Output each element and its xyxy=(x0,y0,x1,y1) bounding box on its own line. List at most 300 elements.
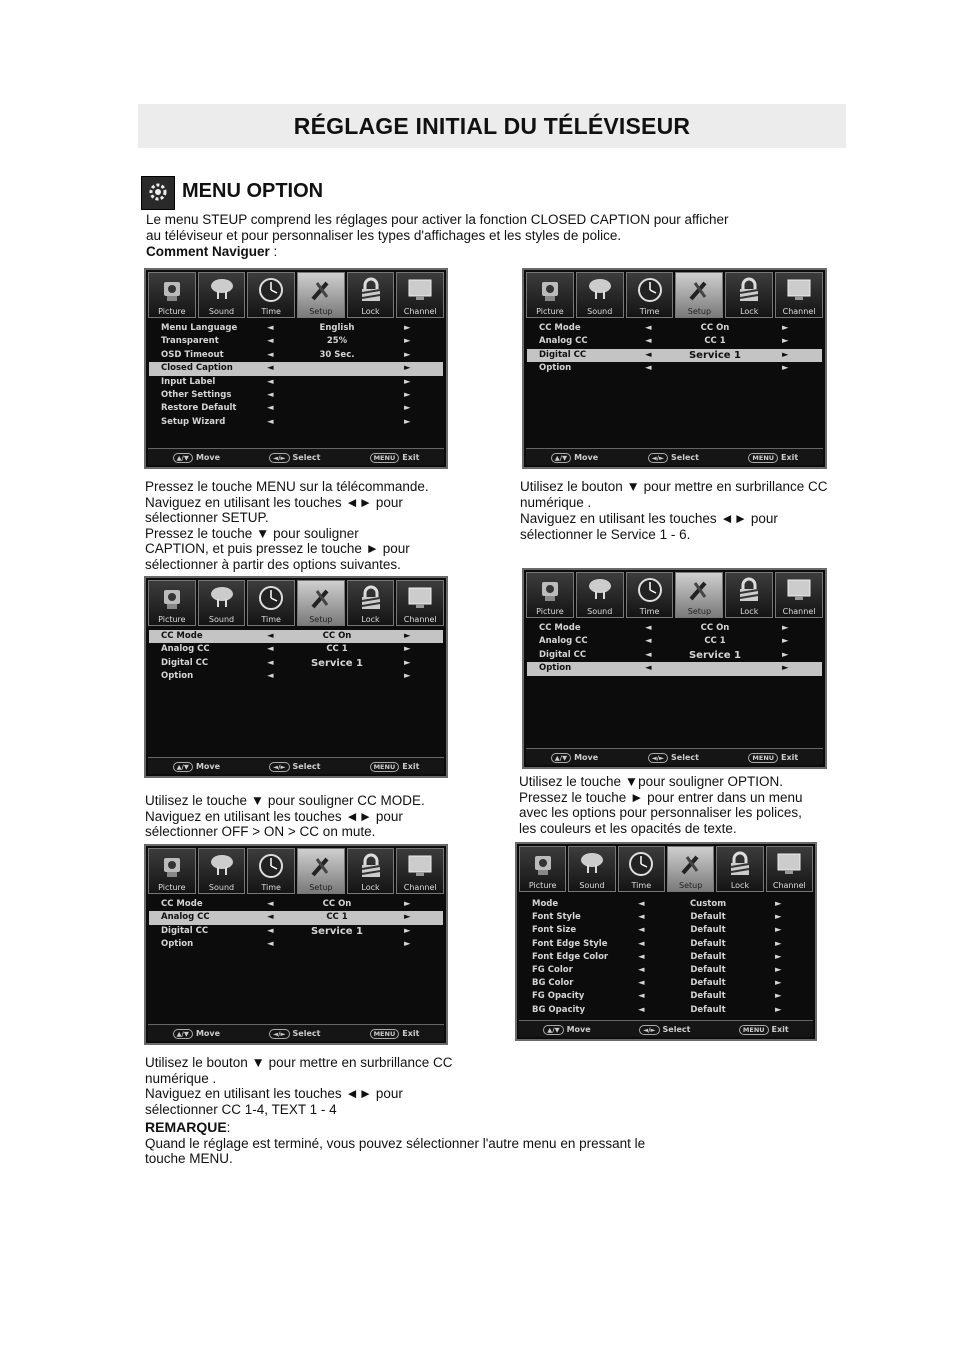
menu-row[interactable] xyxy=(149,416,443,429)
exit-hint xyxy=(370,762,420,771)
caption-5-line: numérique . xyxy=(145,1070,217,1086)
menu-row-label: BG Color xyxy=(532,978,574,989)
menu-row-label: Analog CC xyxy=(161,644,210,655)
right-arrow-icon[interactable]: ► xyxy=(775,951,782,962)
left-arrow-icon[interactable]: ◄ xyxy=(638,912,645,923)
menu-row-value: Default xyxy=(690,925,726,936)
osd-tab-bar xyxy=(519,846,813,892)
tab-picture[interactable] xyxy=(148,580,196,626)
menu-row[interactable] xyxy=(149,898,443,911)
menu-row[interactable] xyxy=(149,389,443,402)
tab-channel[interactable] xyxy=(766,846,813,892)
right-arrow-icon[interactable]: ► xyxy=(404,644,411,655)
menu-row[interactable] xyxy=(527,649,822,662)
left-arrow-icon[interactable]: ◄ xyxy=(267,416,274,427)
picture-icon xyxy=(535,576,565,604)
tab-label: Sound xyxy=(208,307,235,316)
right-arrow-icon[interactable]: ► xyxy=(782,323,789,333)
right-arrow-icon[interactable]: ► xyxy=(404,899,411,909)
right-arrow-icon[interactable]: ► xyxy=(775,964,782,975)
left-arrow-icon[interactable]: ◄ xyxy=(645,623,652,633)
left-arrow-icon[interactable]: ◄ xyxy=(267,925,274,936)
right-arrow-icon[interactable]: ► xyxy=(404,912,411,923)
menu-row[interactable] xyxy=(520,911,812,924)
exit-hint xyxy=(748,453,798,462)
caption-5-line: Utilisez le bouton ▼ pour mettre en surbrillance CC xyxy=(145,1055,453,1070)
caption-4-line: les couleurs et les opacités de texte. xyxy=(519,820,737,836)
menu-row-value: Service 1 xyxy=(688,649,741,661)
right-arrow-icon[interactable]: ► xyxy=(404,336,411,347)
menu-row-label: Mode xyxy=(532,899,559,909)
sound-icon xyxy=(207,852,237,880)
sound-icon xyxy=(585,576,615,604)
caption-3-line: sélectionner OFF > ON > CC on mute. xyxy=(145,824,376,840)
menu-row[interactable] xyxy=(149,643,443,656)
select-label: Select xyxy=(292,761,321,771)
menu-row-label: Digital CC xyxy=(539,349,587,360)
osd-screen-digital-cc xyxy=(522,268,827,469)
menu-key-icon: MENU xyxy=(370,762,400,772)
note-heading: REMARQUE: xyxy=(145,1119,231,1135)
picture-icon xyxy=(157,584,187,612)
exit-hint xyxy=(748,753,798,762)
menu-row[interactable] xyxy=(527,322,822,335)
tab-label: Sound xyxy=(208,615,235,624)
menu-row[interactable] xyxy=(527,335,822,348)
tab-label: Picture xyxy=(158,307,186,316)
menu-row-label: Closed Caption xyxy=(161,363,233,374)
move-hint xyxy=(543,1025,590,1034)
right-arrow-icon[interactable]: ► xyxy=(775,978,782,989)
tab-label: Picture xyxy=(536,607,564,616)
menu-row-value: Default xyxy=(690,978,726,989)
lock-icon xyxy=(734,576,764,604)
left-arrow-icon[interactable]: ◄ xyxy=(267,899,274,909)
note-line-2: touche MENU. xyxy=(145,1151,233,1167)
menu-row-label: Font Size xyxy=(532,925,577,936)
left-arrow-icon[interactable]: ◄ xyxy=(645,663,652,674)
left-arrow-icon[interactable]: ◄ xyxy=(645,349,652,360)
note-heading-text: REMARQUE xyxy=(145,1119,227,1135)
right-arrow-icon[interactable]: ► xyxy=(404,376,411,387)
menu-row-value: Default xyxy=(690,991,726,1002)
menu-row[interactable] xyxy=(520,924,812,937)
menu-row[interactable] xyxy=(149,938,443,951)
tab-label: Setup xyxy=(309,883,333,892)
menu-row-value: Service 1 xyxy=(310,925,363,937)
menu-row-label: Font Edge Style xyxy=(532,938,608,949)
left-arrow-icon[interactable]: ◄ xyxy=(267,323,274,333)
menu-row-label: Other Settings xyxy=(161,389,232,400)
caption-4 xyxy=(519,774,803,836)
right-arrow-icon[interactable]: ► xyxy=(775,938,782,949)
menu-row[interactable] xyxy=(520,898,812,911)
select-label: Select xyxy=(671,452,699,462)
title-banner xyxy=(138,104,846,148)
move-label: Move xyxy=(195,761,221,771)
menu-row[interactable] xyxy=(520,1004,812,1017)
lock-icon xyxy=(356,276,386,304)
menu-row[interactable] xyxy=(149,376,443,389)
channel-icon xyxy=(784,276,814,304)
tab-label: Picture xyxy=(158,615,186,624)
menu-row-value: CC 1 xyxy=(326,644,348,655)
right-arrow-icon[interactable]: ► xyxy=(404,657,411,668)
tab-channel[interactable] xyxy=(775,272,823,318)
picture-icon xyxy=(157,276,187,304)
tab-channel[interactable] xyxy=(775,572,823,618)
tab-label: Lock xyxy=(361,615,380,624)
left-arrow-icon[interactable]: ◄ xyxy=(267,376,274,387)
menu-row[interactable] xyxy=(520,951,812,964)
tab-label: Picture xyxy=(158,883,186,892)
caption-2 xyxy=(520,479,828,542)
menu-row-label: Option xyxy=(539,663,572,674)
left-arrow-icon[interactable]: ◄ xyxy=(267,671,274,682)
note-block xyxy=(145,1120,645,1167)
tab-label: Setup xyxy=(687,307,712,316)
select-hint xyxy=(648,453,699,462)
right-arrow-icon[interactable]: ► xyxy=(782,663,789,674)
menu-row[interactable] xyxy=(527,349,822,362)
channel-icon xyxy=(405,852,435,880)
caption-2-line: Utilisez le bouton ▼ pour mettre en surbrillance CC xyxy=(520,479,828,494)
channel-icon xyxy=(405,276,435,304)
left-arrow-icon[interactable]: ◄ xyxy=(638,951,645,962)
tab-sound[interactable] xyxy=(576,272,624,318)
select-label: Select xyxy=(292,1028,321,1038)
right-arrow-icon[interactable]: ► xyxy=(782,349,789,360)
tab-label: Setup xyxy=(309,307,333,316)
osd-menu-list xyxy=(520,898,812,1017)
tab-setup[interactable] xyxy=(667,846,714,892)
menu-row[interactable] xyxy=(520,964,812,977)
exit-hint xyxy=(370,1029,420,1038)
caption-1 xyxy=(145,479,429,573)
move-hint xyxy=(173,453,220,462)
tab-channel[interactable] xyxy=(396,272,444,318)
tab-sound[interactable] xyxy=(198,580,246,626)
left-arrow-icon[interactable]: ◄ xyxy=(267,389,274,400)
caption-5 xyxy=(145,1055,453,1117)
right-arrow-icon[interactable]: ► xyxy=(775,912,782,923)
move-label: Move xyxy=(574,452,599,462)
tab-sound[interactable] xyxy=(198,272,246,318)
osd-menu-list xyxy=(149,898,443,952)
menu-row-label: Font Edge Color xyxy=(532,951,609,962)
tab-label: Sound xyxy=(579,881,605,890)
menu-row-label: Setup Wizard xyxy=(161,416,226,427)
right-arrow-icon[interactable]: ► xyxy=(404,403,411,414)
page-title: RÉGLAGE INITIAL DU TÉLÉVISEUR xyxy=(293,112,691,139)
osd-menu-list xyxy=(149,630,443,684)
left-arrow-icon[interactable]: ◄ xyxy=(638,978,645,989)
menu-row[interactable] xyxy=(520,977,812,990)
menu-row-value: English xyxy=(319,323,355,333)
tab-label: Lock xyxy=(740,307,759,316)
left-arrow-icon[interactable]: ◄ xyxy=(267,657,274,668)
left-arrow-icon[interactable]: ◄ xyxy=(645,336,652,347)
tab-label: Time xyxy=(639,607,660,616)
tab-time[interactable] xyxy=(626,572,674,618)
menu-row-value: CC 1 xyxy=(704,336,726,347)
right-arrow-icon[interactable]: ► xyxy=(404,671,411,682)
tab-sound[interactable] xyxy=(568,846,615,892)
right-arrow-icon[interactable]: ► xyxy=(782,623,789,633)
menu-row-label: Menu Language xyxy=(161,323,238,333)
select-label: Select xyxy=(671,752,699,762)
menu-row-label: Font Style xyxy=(532,912,581,923)
right-arrow-icon[interactable]: ► xyxy=(775,991,782,1002)
right-arrow-icon[interactable]: ► xyxy=(782,363,789,374)
tab-setup[interactable] xyxy=(675,572,723,618)
left-right-icon: ◄/► xyxy=(648,453,668,463)
left-arrow-icon[interactable]: ◄ xyxy=(267,912,274,923)
tab-lock[interactable] xyxy=(716,846,763,892)
nav-suffix: : xyxy=(269,244,278,259)
left-arrow-icon[interactable]: ◄ xyxy=(638,1004,645,1015)
exit-label: Exit xyxy=(402,1028,420,1038)
left-arrow-icon[interactable]: ◄ xyxy=(267,644,274,655)
move-hint xyxy=(551,753,598,762)
menu-row-value: Default xyxy=(690,912,726,923)
exit-label: Exit xyxy=(402,761,420,771)
menu-row-value: Default xyxy=(690,964,726,975)
tab-picture[interactable] xyxy=(148,272,196,318)
left-arrow-icon[interactable]: ◄ xyxy=(645,636,652,647)
up-down-icon: ▲/▼ xyxy=(543,1025,563,1035)
menu-row-label: FG Opacity xyxy=(532,991,585,1002)
menu-row-value: Default xyxy=(690,1004,726,1015)
left-arrow-icon[interactable]: ◄ xyxy=(638,964,645,975)
time-icon xyxy=(256,852,286,880)
tab-time[interactable] xyxy=(626,272,674,318)
exit-hint xyxy=(739,1025,789,1034)
menu-row[interactable] xyxy=(527,622,822,635)
osd-bottom-bar xyxy=(526,448,823,465)
select-hint xyxy=(639,1025,690,1034)
tab-channel[interactable] xyxy=(396,580,444,626)
left-right-icon: ◄/► xyxy=(269,1029,289,1039)
tab-label: Channel xyxy=(403,307,437,316)
left-arrow-icon[interactable]: ◄ xyxy=(267,363,274,374)
sound-icon xyxy=(577,850,607,878)
tab-channel[interactable] xyxy=(396,848,444,894)
right-arrow-icon[interactable]: ► xyxy=(404,389,411,400)
osd-bottom-bar xyxy=(148,1024,444,1041)
menu-row-value: CC 1 xyxy=(704,636,726,647)
osd-bottom-bar xyxy=(519,1020,813,1037)
menu-row[interactable] xyxy=(149,362,443,375)
caption-3-line: Utilisez le touche ▼ pour souligner CC MODE. xyxy=(145,793,425,808)
up-down-icon: ▲/▼ xyxy=(551,753,571,763)
menu-row[interactable] xyxy=(149,349,443,362)
left-arrow-icon[interactable]: ◄ xyxy=(267,336,274,347)
right-arrow-icon[interactable]: ► xyxy=(404,631,411,641)
tab-lock[interactable] xyxy=(725,572,773,618)
caption-4-line: avec les options pour personnaliser les polices, xyxy=(519,805,802,821)
tab-picture[interactable] xyxy=(519,846,566,892)
right-arrow-icon[interactable]: ► xyxy=(404,363,411,374)
menu-row[interactable] xyxy=(149,322,443,335)
menu-row-label: Digital CC xyxy=(161,925,209,936)
left-arrow-icon[interactable]: ◄ xyxy=(645,323,652,333)
menu-row-value: Default xyxy=(690,938,726,949)
setup-icon xyxy=(306,276,336,304)
picture-icon xyxy=(528,850,558,878)
right-arrow-icon[interactable]: ► xyxy=(782,636,789,647)
tab-picture[interactable] xyxy=(526,272,574,318)
tab-label: Setup xyxy=(309,615,333,624)
right-arrow-icon[interactable]: ► xyxy=(404,416,411,427)
right-arrow-icon[interactable]: ► xyxy=(404,323,411,333)
caption-4-line: Pressez le touche ► pour entrer dans un menu xyxy=(519,789,803,805)
tab-time[interactable] xyxy=(618,846,665,892)
osd-menu-list xyxy=(527,622,822,676)
menu-row-label: Input Label xyxy=(161,376,216,387)
left-arrow-icon[interactable]: ◄ xyxy=(638,925,645,936)
section-title: MENU OPTION xyxy=(182,180,324,202)
tab-label: Setup xyxy=(679,881,703,890)
setup-icon xyxy=(676,850,706,878)
menu-row-value: CC On xyxy=(700,323,730,333)
menu-row[interactable] xyxy=(149,911,443,924)
right-arrow-icon[interactable]: ► xyxy=(775,925,782,936)
tab-setup[interactable] xyxy=(675,272,723,318)
select-hint xyxy=(269,1029,320,1038)
menu-row-value: Custom xyxy=(689,899,727,909)
tab-setup[interactable] xyxy=(297,580,345,626)
tab-label: Setup xyxy=(687,607,712,616)
right-arrow-icon[interactable]: ► xyxy=(404,939,411,950)
osd-menu-list xyxy=(149,322,443,429)
left-arrow-icon[interactable]: ◄ xyxy=(638,991,645,1002)
menu-row-label: Option xyxy=(161,671,194,682)
menu-row-label: OSD Timeout xyxy=(161,349,224,360)
menu-row[interactable] xyxy=(149,657,443,670)
menu-row-value: CC 1 xyxy=(326,912,348,923)
picture-icon xyxy=(535,276,565,304)
left-arrow-icon[interactable]: ◄ xyxy=(645,363,652,374)
move-hint xyxy=(173,1029,220,1038)
right-arrow-icon[interactable]: ► xyxy=(782,336,789,347)
exit-label: Exit xyxy=(781,452,799,462)
caption-5-line: Naviguez en utilisant les touches ◄► pour xyxy=(145,1086,403,1102)
tab-sound[interactable] xyxy=(576,572,624,618)
caption-2-line: Naviguez en utilisant les touches ◄► pour xyxy=(520,511,778,527)
exit-label: Exit xyxy=(781,752,799,762)
menu-row[interactable] xyxy=(149,670,443,683)
menu-row[interactable] xyxy=(527,635,822,648)
caption-1-line: Naviguez en utilisant les touches ◄► pour xyxy=(145,494,403,510)
right-arrow-icon[interactable]: ► xyxy=(775,1004,782,1015)
menu-row-value: CC On xyxy=(322,899,352,909)
up-down-icon: ▲/▼ xyxy=(173,762,193,772)
intro-line-2: au téléviseur et pour personnaliser les types d'affichages et les styles de police. xyxy=(146,228,622,243)
left-arrow-icon[interactable]: ◄ xyxy=(267,349,274,360)
left-arrow-icon[interactable]: ◄ xyxy=(638,938,645,949)
sound-icon xyxy=(207,276,237,304)
channel-icon xyxy=(784,576,814,604)
move-label: Move xyxy=(574,752,599,762)
tab-label: Time xyxy=(261,615,281,624)
menu-row[interactable] xyxy=(520,990,812,1003)
right-arrow-icon[interactable]: ► xyxy=(782,649,789,660)
left-arrow-icon[interactable]: ◄ xyxy=(267,631,274,641)
menu-row-label: Restore Default xyxy=(161,403,237,414)
osd-screen-cc-mode xyxy=(144,576,448,778)
menu-row[interactable] xyxy=(527,362,822,375)
tab-setup[interactable] xyxy=(297,848,345,894)
tab-label: Picture xyxy=(536,307,564,316)
up-down-icon: ▲/▼ xyxy=(173,1029,193,1039)
right-arrow-icon[interactable]: ► xyxy=(775,899,782,909)
time-icon xyxy=(635,276,665,304)
osd-screen-option xyxy=(522,568,827,769)
menu-row[interactable] xyxy=(149,630,443,643)
osd-screen-font-options xyxy=(515,842,817,1041)
left-arrow-icon[interactable]: ◄ xyxy=(638,899,645,909)
menu-row[interactable] xyxy=(149,335,443,348)
menu-row[interactable] xyxy=(149,925,443,938)
exit-label: Exit xyxy=(771,1024,789,1034)
tab-time[interactable] xyxy=(247,580,295,626)
note-line-1: Quand le réglage est terminé, vous pouvez sélectionner l'autre menu en pressant le xyxy=(145,1135,646,1151)
tab-time[interactable] xyxy=(247,272,295,318)
tab-lock[interactable] xyxy=(725,272,773,318)
tab-label: Lock xyxy=(730,881,750,890)
menu-row-label: Analog CC xyxy=(539,636,588,647)
menu-row[interactable] xyxy=(527,662,822,675)
tab-picture[interactable] xyxy=(148,848,196,894)
setup-icon xyxy=(684,576,714,604)
menu-key-icon: MENU xyxy=(748,753,778,763)
right-arrow-icon[interactable]: ► xyxy=(404,349,411,360)
tab-lock[interactable] xyxy=(347,272,395,318)
time-icon xyxy=(256,276,286,304)
tab-time[interactable] xyxy=(247,848,295,894)
left-arrow-icon[interactable]: ◄ xyxy=(267,403,274,414)
tab-setup[interactable] xyxy=(297,272,345,318)
right-arrow-icon[interactable]: ► xyxy=(404,925,411,936)
tab-label: Channel xyxy=(782,307,816,316)
caption-1-line: Pressez le touche ▼ pour souligner xyxy=(145,525,359,541)
osd-bottom-bar xyxy=(148,757,444,774)
menu-row-label: Analog CC xyxy=(539,336,588,347)
caption-3-line: Naviguez en utilisant les touches ◄► pour xyxy=(145,808,403,824)
menu-row-value: CC On xyxy=(322,631,352,641)
osd-screen-analog-cc xyxy=(144,844,448,1045)
menu-key-icon: MENU xyxy=(748,453,778,463)
caption-1-line: sélectionner SETUP. xyxy=(145,510,269,526)
move-label: Move xyxy=(195,1028,221,1038)
tab-sound[interactable] xyxy=(198,848,246,894)
menu-row-label: Analog CC xyxy=(161,912,210,923)
tab-lock[interactable] xyxy=(347,580,395,626)
tab-lock[interactable] xyxy=(347,848,395,894)
caption-4-line: Utilisez le touche ▼pour souligner OPTION. xyxy=(519,774,783,789)
left-arrow-icon[interactable]: ◄ xyxy=(645,649,652,660)
menu-row-label: Digital CC xyxy=(539,649,587,660)
left-right-icon: ◄/► xyxy=(269,453,289,463)
menu-row[interactable] xyxy=(149,402,443,415)
left-arrow-icon[interactable]: ◄ xyxy=(267,939,274,950)
sound-icon xyxy=(585,276,615,304)
left-right-icon: ◄/► xyxy=(648,753,668,763)
menu-row[interactable] xyxy=(520,938,812,951)
left-right-icon: ◄/► xyxy=(639,1025,659,1035)
tab-picture[interactable] xyxy=(526,572,574,618)
